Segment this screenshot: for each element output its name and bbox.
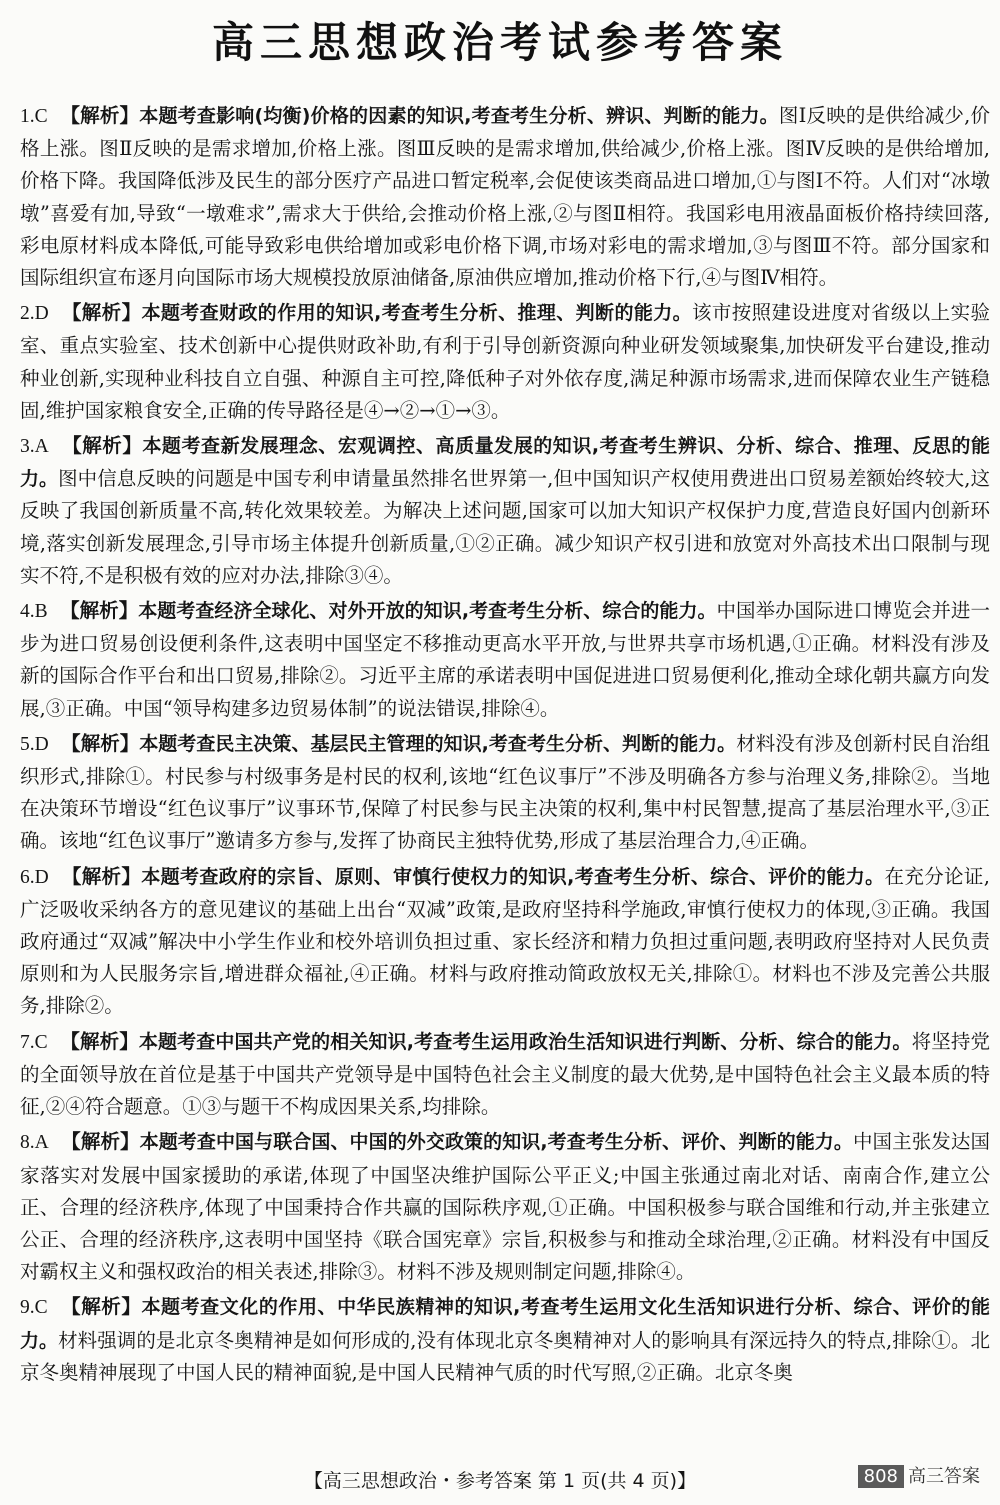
answer-lead: 本题考查财政的作用的知识,考查考生分析、推理、判断的能力。 [141,302,692,325]
answer-number: 8.A [20,1132,49,1154]
answer-list [20,100,990,1392]
answer-item-5 [20,728,990,858]
page-footer: 【高三思想政治・参考答案 第 1 页(共 4 页)】 [303,1470,697,1492]
answer-number: 3.A [20,436,49,458]
answer-item-8 [20,1126,990,1288]
answer-item-3 [20,430,990,592]
analysis-tag: 【解析】 [61,731,140,755]
answer-lead: 本题考查文化的作用、中华民族精神的知识,考查考生运用文化生活知识进行分析、综合、评价的能力。 [20,1296,990,1352]
analysis-tag: 【解析】 [61,301,142,325]
answer-number: 5.D [20,733,49,755]
answer-lead: 本题考查影响(均衡)价格的因素的知识,考查考生分析、辨识、判断的能力。 [139,105,779,127]
analysis-tag: 【解析】 [60,104,140,127]
analysis-tag: 【解析】 [62,434,143,458]
answer-body: 在充分论证,广泛吸收采纳各方的意见建议的基础上出台“双减”政策,是政府坚持科学施政,审慎行使权力的体现,③正确。我国政府通过“双减”解决中小学生作业和校外培训负担过重、家长经济和精力负担过重问题,表明政府坚持对人民负责原则和为人民服务宗旨,增进群众福祉,④正确。材料与政府推动简政放权无关,排除①。材料也不涉及完善公共服务,排除②。 [20,864,990,1018]
answer-item-2 [20,297,990,427]
answer-item-6 [20,861,990,1023]
analysis-tag: 【解析】 [60,599,139,623]
answer-body: 中国举办国际进口博览会并进一步为进口贸易创设便利条件,这表明中国坚定不移推动更高水平开放,与世界共享市场机遇,①正确。材料没有涉及新的国际合作平台和出口贸易,排除②。习近平主席的承诺表明中国促进进口贸易便利化,推动全球化朝共赢方向发展,③正确。中国“领导构建多边贸易体制”的说法错误,排除④。 [20,599,990,720]
answer-lead: 本题考查经济全球化、对外开放的知识,考查考生分析、综合的能力。 [138,600,717,623]
page-title: 高三思想政治考试参考答案 [211,18,788,67]
answer-item-9 [20,1291,990,1389]
answer-number: 7.C [20,1031,48,1053]
answer-body: 图Ⅰ反映的是供给减少,价格上涨。图Ⅱ反映的是需求增加,价格上涨。图Ⅲ反映的是需求增加,供给减少,价格上涨。图Ⅳ反映的是供给增加,价格下降。我国降低涉及民生的部分医疗产品进口暂定税率,会促使该类商品进口增加,①与图Ⅰ不符。人们对“冰墩墩”喜爱有加,导致“一墩难求”,需求大于供给,会推动价格上涨,②与图Ⅱ相符。我国彩电用液晶面板价格持续回落,彩电原材料成本降低,可能导致彩电供给增加或彩电价格下调,市场对彩电的需求增加,③与图Ⅲ不符。部分国家和国际组织宣布逐月向国际市场大规模投放原油储备,原油供应增加,推动价格下行,④与图Ⅳ相符。 [20,104,991,290]
answer-item-4 [20,595,990,725]
answer-lead: 本题考查新发展理念、宏观调控、高质量发展的知识,考查考生辨识、分析、综合、推理、反思的能力。 [20,435,990,491]
answer-lead: 本题考查中国共产党的相关知识,考查考生运用政治生活知识进行判断、分析、综合的能力。 [138,1030,912,1053]
answer-lead: 本题考查中国与联合国、中国的外交政策的知识,考查考生分析、评价、判断的能力。 [139,1131,853,1154]
corner-code: 808 [858,1465,904,1488]
answer-number: 6.D [20,866,49,888]
answer-lead: 本题考查政府的宗旨、原则、审慎行使权力的知识,考查考生分析、综合、评价的能力。 [141,865,885,888]
analysis-tag: 【解析】 [61,1295,142,1319]
corner-watermark [858,1462,980,1488]
answer-body: 将坚持党的全面领导放在首位是基于中国共产党领导是中国特色社会主义制度的最大优势,是中国特色社会主义最本质的特征,②④符合题意。①③与题干不构成因果关系,均排除。 [20,1029,990,1119]
answer-number: 9.C [20,1297,48,1319]
answer-number: 2.D [20,303,49,325]
answer-number: 4.B [20,601,48,623]
analysis-tag: 【解析】 [61,1130,140,1154]
answer-body: 材料强调的是北京冬奥精神是如何形成的,没有体现北京冬奥精神对人的影响具有深远持久的特点,排除①。北京冬奥精神展现了中国人民的精神面貌,是中国人民精神气质的时代写照,②正确。北京冬奥 [20,1328,990,1384]
answer-body: 材料没有涉及创新村民自治组织形式,排除①。村民参与村级事务是村民的权利,该地“红色议事厅”不涉及明确各方参与治理义务,排除②。当地在决策环节增设“红色议事厅”议事环节,保障了村民参与民主决策的权利,集中村民智慧,提高了基层治理水平,③正确。该地“红色议事厅”邀请多方参与,发挥了协商民主独特优势,形成了基层治理合力,④正确。 [20,731,990,853]
answer-body: 该市按照建设进度对省级以上实验室、重点实验室、技术创新中心提供财政补助,有利于引导创新资源向种业研发领域聚集,加快研发平台建设,推动种业创新,实现种业科技自立自强、种源自主可控,降低种子对外依存度,满足种源市场需求,进而保障农业生产链稳固,维护国家粮食安全,正确的传导路径是④→②→①→③。 [20,301,990,422]
answer-body: 中国主张发达国家落实对发展中国家援助的承诺,体现了中国坚决维护国际公平正义;中国主张通过南北对话、南南合作,建立公正、合理的经济秩序,体现了中国秉持合作共赢的国际秩序观,①正确。中国积极参与联合国维和行动,并主张建立公正、合理的经济秩序,这表明中国坚持《联合国宪章》宗旨,积极参与和推动全球治理,②正确。材料没有中国反对霸权主义和强权政治的相关表述,排除③。材料不涉及规则制定问题,排除④。 [20,1130,990,1284]
answer-lead: 本题考查民主决策、基层民主管理的知识,考查考生分析、判断的能力。 [139,732,737,755]
answer-number: 1.C [20,106,48,127]
analysis-tag: 【解析】 [60,1029,139,1053]
answer-body: 图中信息反映的问题是中国专利申请量虽然排名世界第一,但中国知识产权使用费进出口贸易差额始终较大,这反映了我国创新质量不高,转化效果较差。为解决上述问题,国家可以加大知识产权保护力度,营造良好国内创新环境,落实创新发展理念,引导市场主体提升创新质量,①②正确。减少知识产权引进和放宽对外高技术出口限制与现实不符,不是积极有效的应对办法,排除③④。 [20,467,990,587]
analysis-tag: 【解析】 [61,864,142,888]
answer-item-1 [20,100,990,294]
answer-item-7 [20,1026,990,1124]
corner-label: 高三答案 [908,1466,980,1487]
